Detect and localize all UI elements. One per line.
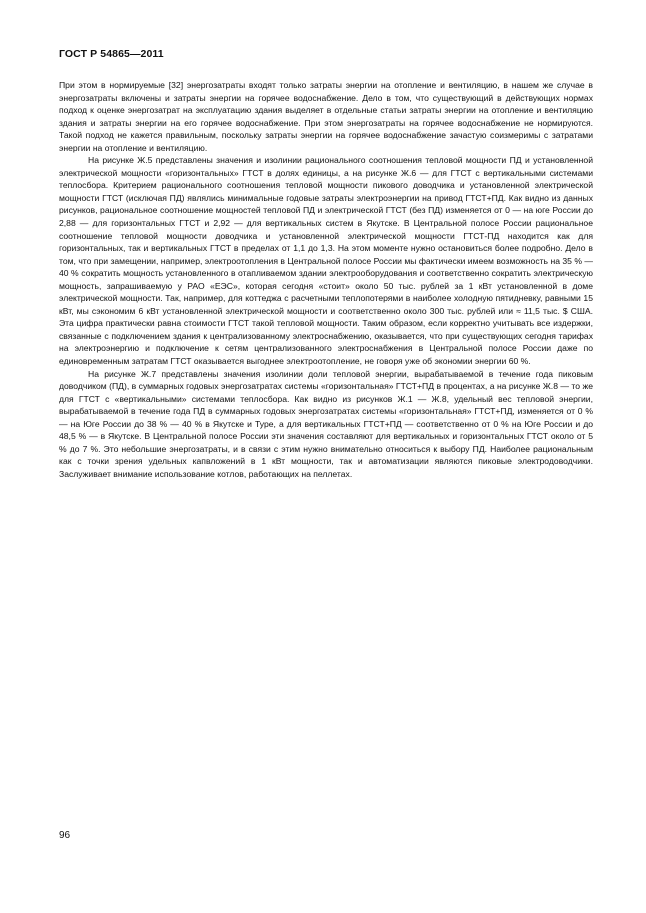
paragraph-2: На рисунке Ж.5 представлены значения и изолинии рационального соотношения тепловой мощности ПД и установленной электрической мощности «горизонтальных» ГТСТ в долях единицы, а на рисунке Ж.6 — для ГТСТ с вертикальными системами теплосбора. Критерием рационального соотношения тепловой мощности пикового доводчика и установленной электрической мощности ГТСТ (исключая ПД) являлись минимальные годовые затраты электроэнергии на привод ГТСТ+ПД. Как видно из данных рисунков, рациональное соотношение мощностей тепловой ПД и электрической ГТСТ (без ПД) изменяется от 0 — на юге России до 2,88 — для горизонтальных ГТСТ и 2,92 — для вертикальных систем в Якутске. В Центральной полосе России рациональное соотношение тепловой мощности доводчика и установленной электрической мощности ГТСТ-ПД находится как для горизонтальных, так и вертикальных ГТСТ в пределах от 1,1 до 1,3. На этом моменте нужно остановиться более подробно. Дело в том, что при замещении, например, электроотопления в Центральной полосе России мы фактически имеем возможность на 35 % — 40 % сократить мощность установленного в отапливаемом здании электрооборудования и соответственно сократить электрическую мощность, запрашиваемую у РАО «ЕЭС», которая сегодня «стоит» около 50 тыс. рублей за 1 кВт установленной в доме электрической мощности. Так, например, для коттеджа с расчетными теплопотерями в наиболее холодную пятидневку, равными 15 кВт, мы сэкономим 6 кВт установленной электрической мощности и соответственно около 300 тыс. рублей или ≈ 11,5 тыс. $ США. Эта цифра практически равна стоимости ГТСТ такой тепловой мощности. Таким образом, если корректно учитывать все издержки, связанные с подключением здания к централизованному электроснабжению, оказывается, что при существующих сегодня тарифах на электроэнергию и подключение к сетям централизованного электроснабжения в Центральной полосе России даже по единовременным затратам ГТСТ оказывается выгоднее электроотопление, не говоря уже об экономии энергии 60 %. bbox=[59, 155, 593, 367]
document-body bbox=[59, 79, 593, 481]
paragraph-1: При этом в нормируемые [32] энергозатраты входят только затраты энергии на отопление и вентиляцию, в нашем же случае в энергозатраты включены и затраты энергии на горячее водоснабжение. Дело в том, что существующий в действующих нормах подход к оценке энергозатрат на эксплуатацию здания выделяет в отдельные статьи затраты энергии на отопление и вентиляцию здания и затраты энергии на его горячее водоснабжение. При этом энергозатраты на горячее водоснабжение не нормируются. Такой подход не кажется правильным, поскольку затраты энергии на горячее водоснабжение зачастую соизмеримы с затратами энергии на отопление и вентиляцию. bbox=[59, 80, 593, 153]
document-header: ГОСТ Р 54865—2011 bbox=[59, 48, 164, 60]
page-number: 96 bbox=[59, 830, 71, 841]
paragraph-3: На рисунке Ж.7 представлены значения изолинии доли тепловой энергии, вырабатываемой в течение года пиковым доводчиком (ПД), в суммарных годовых энергозатратах системы «горизонтальная» ГТСТ+ПД в процентах, а на рисунке Ж.8 — то же для ГТСТ с «вертикальными» системами теплосбора. Как видно из рисунков Ж.1 — Ж.8, удельный вес тепловой энергии, вырабатываемой в течение года ПД в суммарных годовых энергозатратах системы «горизонтальная» ГТСТ+ПД, изменяется от 0 % — на Юге России до 38 % — 40 % в Якутске и Туре, а для вертикальных ГТСТ+ПД — соответственно от 0 % на Юге России и до 48,5 % — в Якутске. В Центральной полосе России эти значения составляют для вертикальных и горизонтальных ГТСТ около от 5 % до 7 %. Это небольшие энергозатраты, и в связи с этим нужно внимательно относиться к выбору ПД. Наиболее рациональным как с точки зрения удельных капвложений в 1 кВт мощности, так и автоматизации являются пиковые электродоводчики. Заслуживает внимание использование котлов, работающих на пеллетах. bbox=[59, 368, 593, 479]
